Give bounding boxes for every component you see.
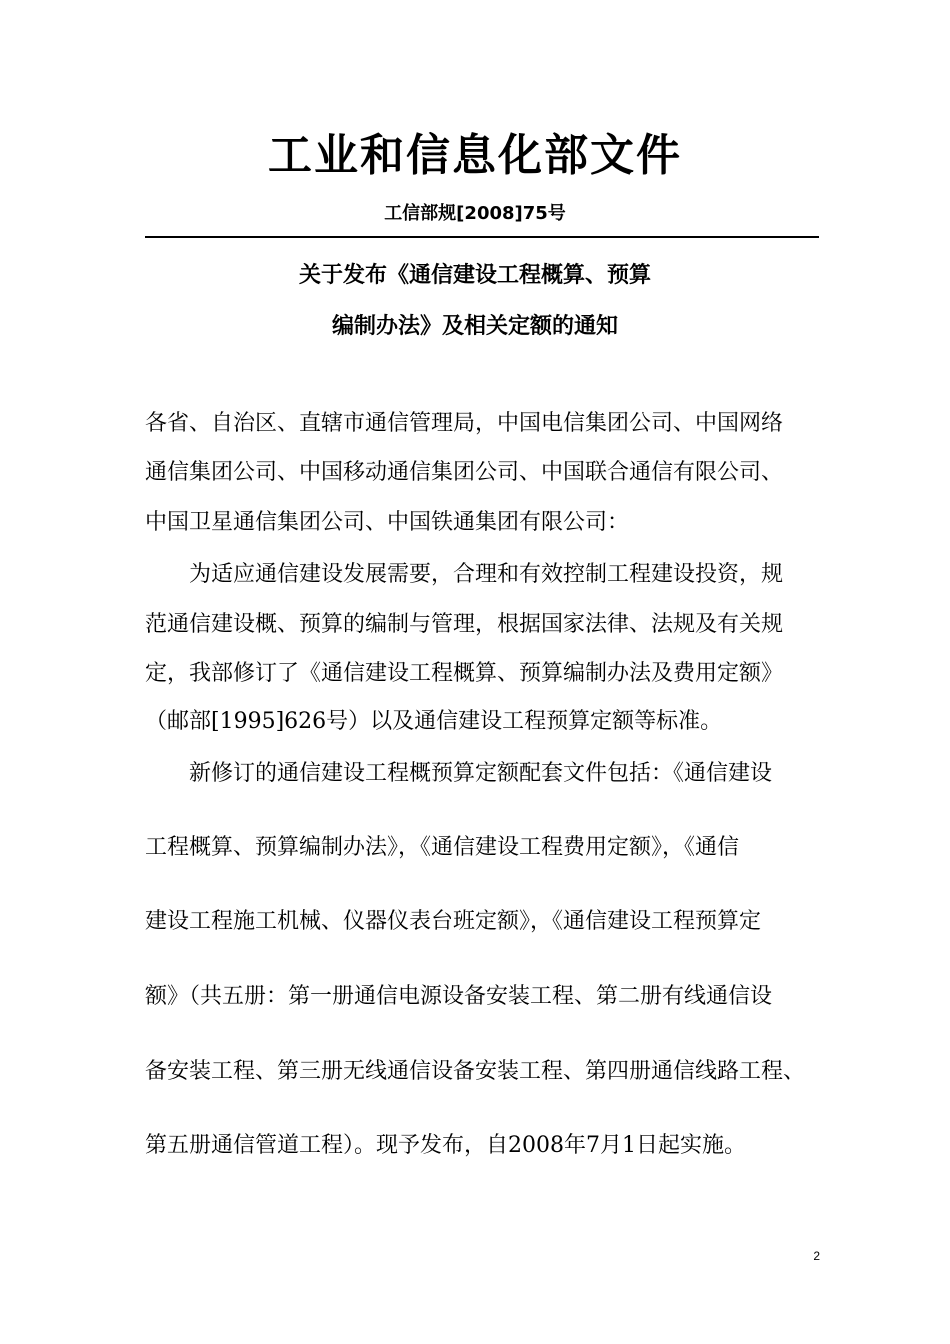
page-number: 2 [813, 1249, 820, 1263]
body-line: 中国卫星通信集团公司、中国铁通集团有限公司： [145, 510, 630, 535]
subject-line-2: 编制办法》及相关定额的通知 [331, 314, 618, 339]
body-line: 额》（共五册：第一册通信电源设备安装工程、第二册有线通信设 [145, 984, 773, 1009]
body-line: 为适应通信建设发展需要，合理和有效控制工程建设投资，规 [145, 562, 784, 587]
subject-line-1: 关于发布《通信建设工程概算、预算 [298, 263, 651, 288]
body-line: （邮部[1995]626号）以及通信建设工程预算定额等标准。 [145, 709, 723, 734]
body-line: 备安装工程、第三册无线通信设备安装工程、第四册通信线路工程、 [145, 1059, 806, 1084]
body-line: 范通信建设概、预算的编制与管理，根据国家法律、法规及有关规 [145, 612, 784, 637]
body-line: 通信集团公司、中国移动通信集团公司、中国联合通信有限公司、 [145, 460, 784, 485]
body-line: 新修订的通信建设工程概预算定额配套文件包括：《通信建设 [145, 761, 773, 786]
body-line: 第五册通信管道工程）。现予发布，自2008年7月1日起实施。 [145, 1133, 746, 1158]
body-line: 工程概算、预算编制办法》，《通信建设工程费用定额》，《通信 [145, 835, 740, 860]
body-line: 定，我部修订了《通信建设工程概算、预算编制办法及费用定额》 [145, 661, 784, 686]
header-divider [145, 236, 819, 238]
body-line: 各省、自治区、直辖市通信管理局，中国电信集团公司、中国网络 [145, 411, 784, 436]
document-title: 工业和信息化部文件 [268, 130, 682, 181]
document-number: 工信部规[2008]75号 [384, 203, 566, 224]
body-line: 建设工程施工机械、仪器仪表台班定额》，《通信建设工程预算定 [145, 909, 762, 934]
